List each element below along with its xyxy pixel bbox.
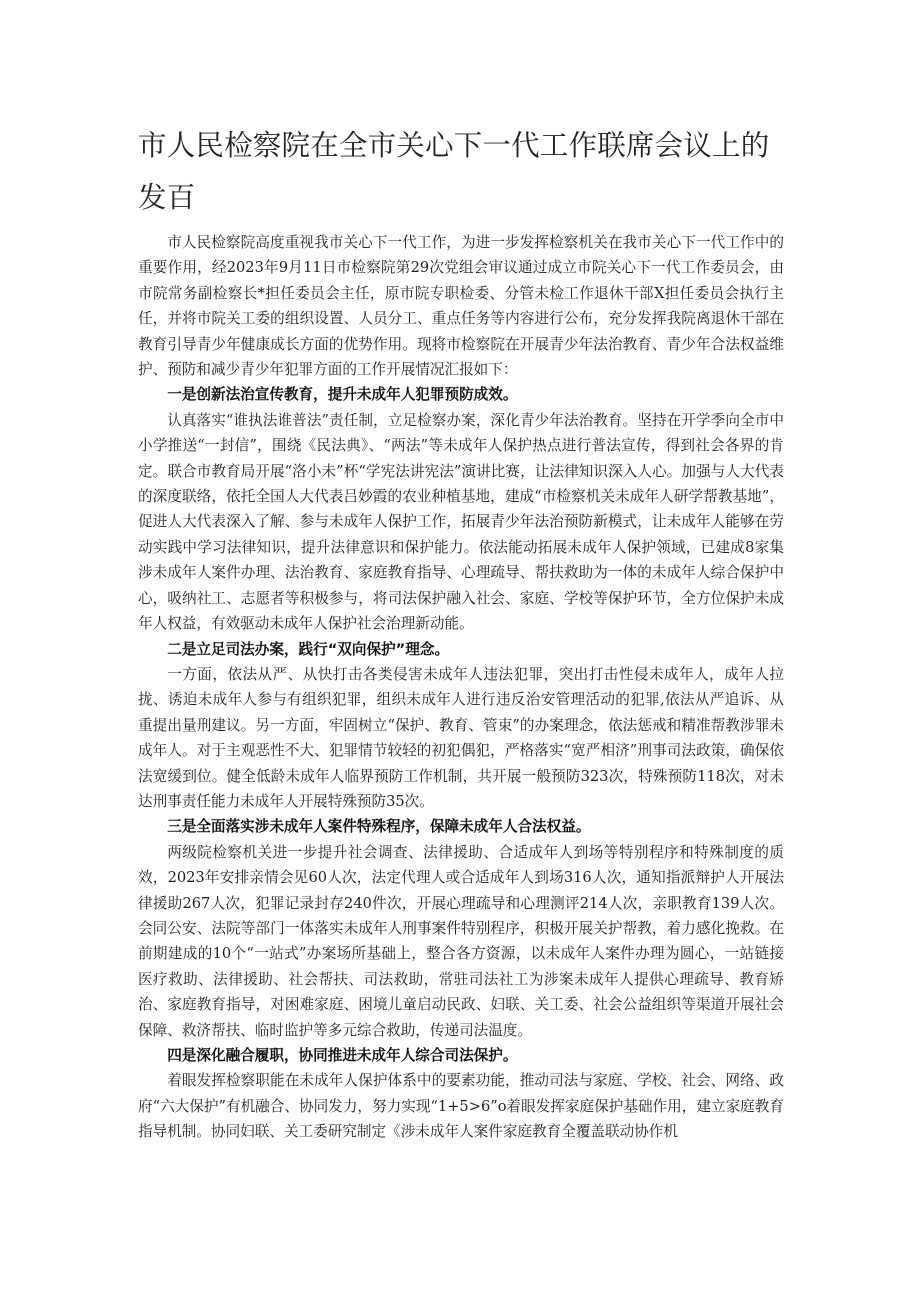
section-heading-3: 三是全面落实涉未成年人案件特殊程序，保障未成年人合法权益。 [167,818,591,836]
section-heading-1: 一是创新法治宣传教育，提升未成年人犯罪预防成效。 [167,386,518,404]
section-body-2: 一方面，依法从严、从快打击各类侵害未成年人违法犯罪，突出打击性侵未成年人，成年人拉拢、诱迫未成年人参与有组织犯罪，组织未成年人进行违反治安管理活动的犯罪,依法从严追诉、从重提出量刑建议。另一方面，牢固树立“保护、教育、管束”的办案理念，依法惩戒和精准帮教涉罪未成年人。对于主观恶性不大、犯罪情节较轻的初犯偶犯，严格落实“宽严相济”刑事司法政策，确保依法宽缓到位。健全低龄未成年人临界预防工作机制，共开展一般预防323次，特殊预防118次，对未达刑事责任能力未成年人开展特殊预防35次。 [138,665,784,810]
intro-paragraph: 市人民检察院高度重视我市关心下一代工作，为进一步发挥检察机关在我市关心下一代工作中的重要作用，经2023年9月11日市检察院第29次党组会审议通过成立市院关心下一代工作委员会，由市院常务副检察长*担任委员会主任，原市院专职检委、分管未检工作退休干部X担任委员会执行主任，并将市院关工委的组织设置、人员分工、重点任务等内容进行公布，充分发挥我院离退休干部在教育引导青少年健康成长方面的优势作用。现将市检察院在开展青少年法治教育、青少年合法权益维护、预防和减少青少年犯罪方面的工作开展情况汇报如下： [138,234,784,379]
section-body-4: 着眼发挥检察职能在未成年人保护体系中的要素功能，推动司法与家庭、学校、社会、网络、政府“六大保护”有机融合、协同发力，努力实现“1+5>6”o着眼发挥家庭保护基础作用，建立家庭教育指导机制。协同妇联、关工委研究制定《涉未成年人案件家庭教育全覆盖联动协作机 [138,1072,784,1141]
section-body-1: 认真落实“谁执法谁普法”责任制，立足检察办案，深化青少年法治教育。坚持在开学季向全市中小学推送“一封信”，围绕《民法典》、“两法”等未成年人保护热点进行普法宣传，得到社会各界的肯定。联合市教育局开展“洛小未”杯“学宪法讲宪法”演讲比赛，让法律知识深入人心。加强与人大代表的深度联络，依托全国人大代表吕妙霞的农业种植基地，建成“市检察机关未成年人研学帮教基地”，促进人大代表深入了解、参与未成年人保护工作，拓展青少年法治预防新模式，让未成年人能够在劳动实践中学习法律知识，提升法律意识和保护能力。依法能动拓展未成年人保护领域，已建成8家集涉未成年人案件办理、法治教育、家庭教育指导、心理疏导、帮扶救助为一体的未成年人综合保护中心，吸纳社工、志愿者等积极参与，将司法保护融入社会、家庭、学校等保护环节，全方位保护未成年人权益，有效驱动未成年人保护社会治理新动能。 [138,411,784,633]
document-title: 市人民检察院在全市关心下一代工作联席会议上的发百 [138,129,770,214]
section-heading-2: 二是立足司法办案，践行“双向保护”理念。 [167,640,450,658]
section-heading-4: 四是深化融合履职，协同推进未成年人综合司法保护。 [167,1047,518,1064]
document-body [138,230,784,1145]
section-body-3: 两级院检察机关进一步提升社会调查、法律援助、合适成年人到场等特别程序和特殊制度的质效，2023年安排亲情会见60人次，法定代理人或合适成年人到场316人次，通知指派辩护人开展法律援助267人次，犯罪记录封存240件次，开展心理疏导和心理测评214人次，亲职教育139人次。会同公安、法院等部门一体落实未成年人刑事案件特别程序，积极开展关护帮教，着力感化挽救。在前期建成的10个“一站式”办案场所基础上，整合各方资源，以未成年人案件办理为圆心，一站链接医疗救助、法律援助、社会帮扶、司法救助，常驻司法社工为涉案未成年人提供心理疏导、教育矫治、家庭教育指导，对困难家庭、困境儿童启动民政、妇联、关工委、社会公益组织等渠道开展社会保障、救济帮扶、临时监护等多元综合救助，传递司法温度。 [138,843,784,1039]
